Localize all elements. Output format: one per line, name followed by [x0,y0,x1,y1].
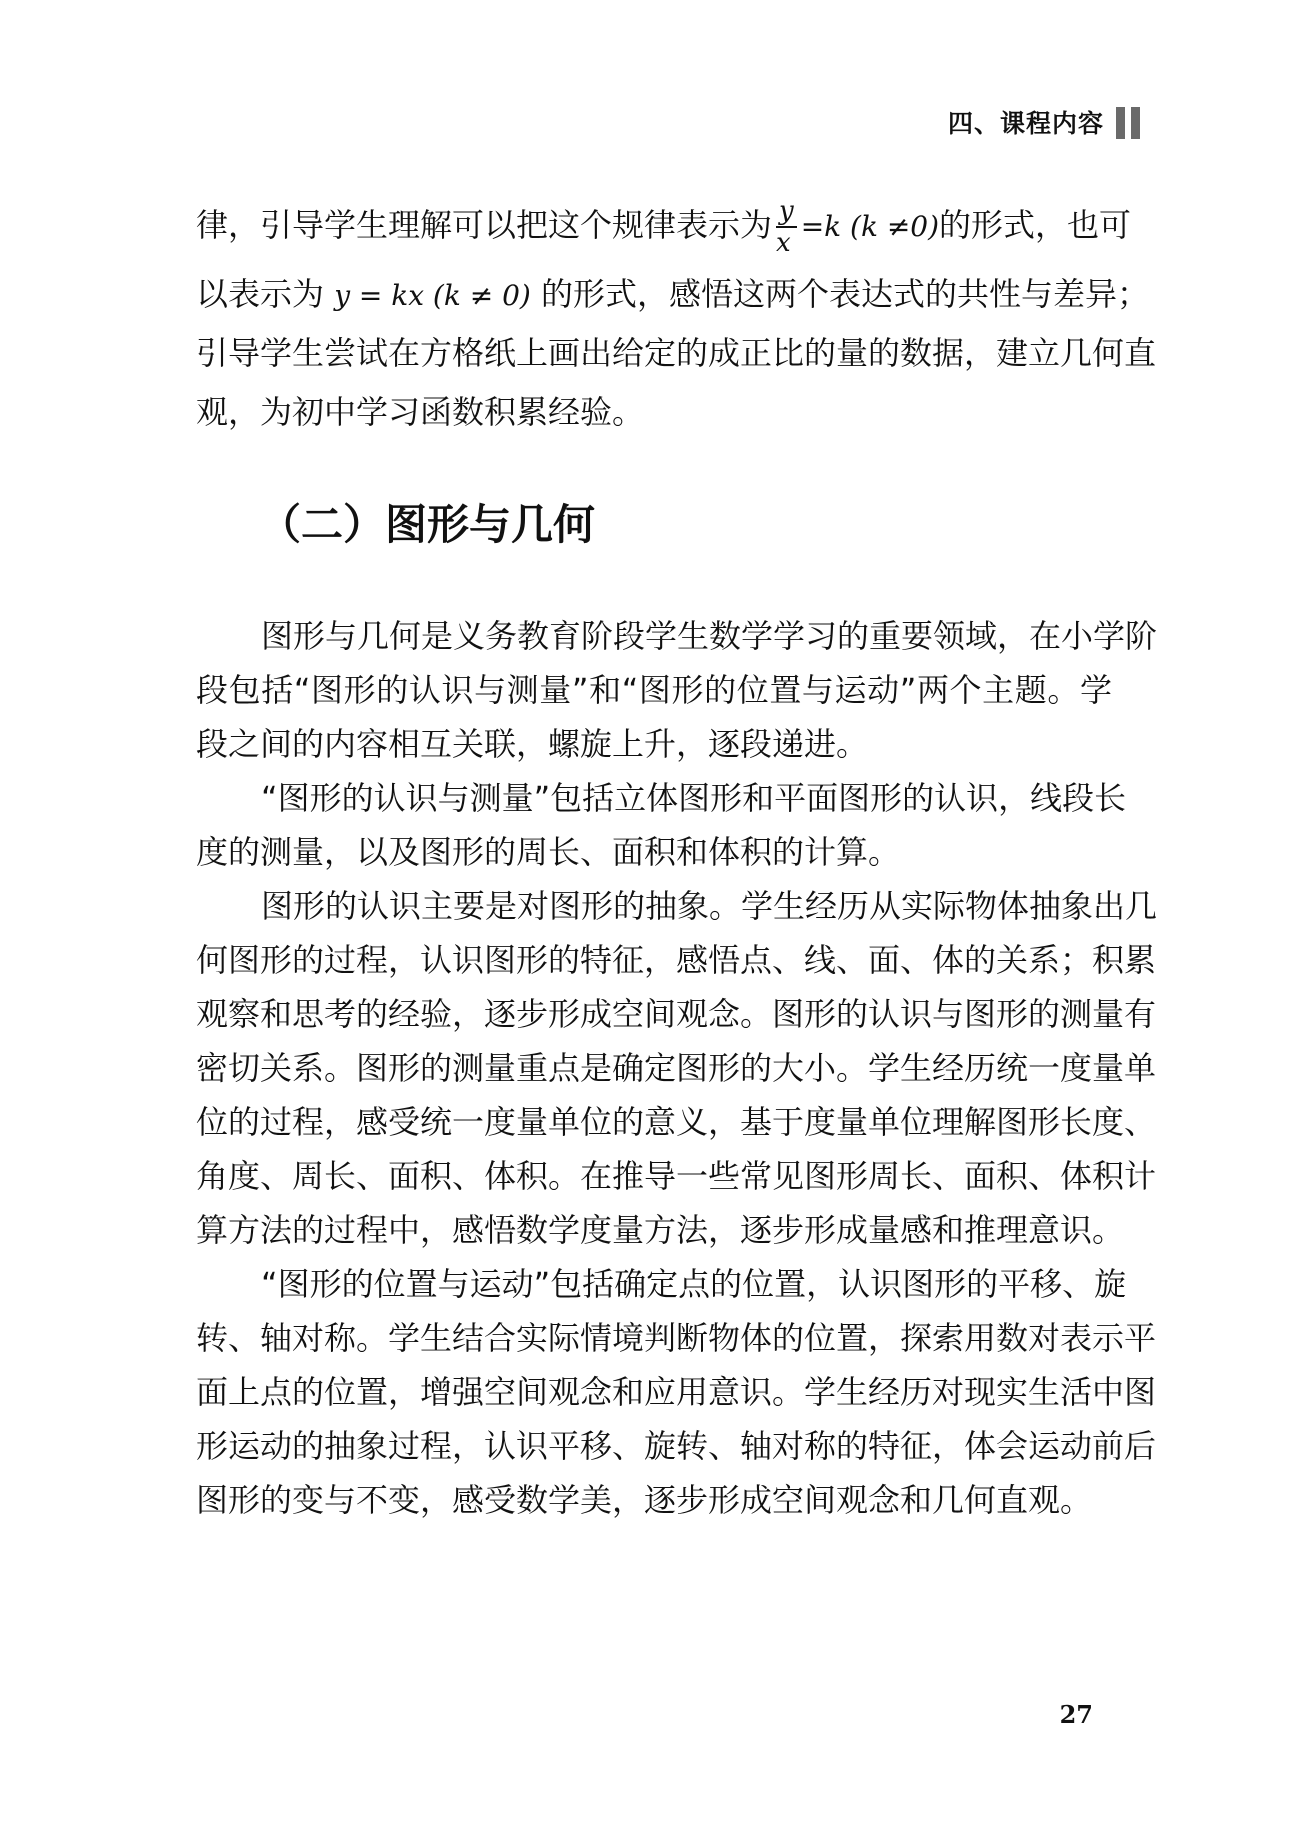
text-line: 图形的认识主要是对图形的抽象。学生经历从实际物体抽象出几 [261,887,1158,925]
text-line: 引导学生尝试在方格纸上画出给定的成正比的量的数据，建立几何直 [196,334,1157,372]
section-body [196,609,1158,1527]
text-line: 图形与几何是义务教育阶段学生数学学习的重要领域，在小学阶 [261,617,1158,655]
text-line: 段之间的内容相互关联，螺旋上升，逐段递进。 [196,725,869,763]
text-line: 度的测量，以及图形的周长、面积和体积的计算。 [196,833,901,871]
text-line: “图形的认识与测量”包括立体图形和平面图形的认识，线段长 [261,779,1127,817]
text-line: 观，为初中学习函数积累经验。 [196,393,645,431]
text-line: 以表示为 y = kx (k ≠ 0) 的形式，感悟这两个表达式的共性与差异； [196,275,1150,313]
header-bar-decoration [1131,107,1140,139]
running-header: 四、课程内容 [947,109,1104,138]
text-line: 段包括“图形的认识与测量”和“图形的位置与运动”两个主题。学 [196,671,1112,709]
text-line: 位的过程，感受统一度量单位的意义，基于度量单位理解图形长度、 [196,1103,1157,1141]
text-line: 角度、周长、面积、体积。在推导一些常见图形周长、面积、体积计 [196,1157,1157,1195]
text-line: “图形的位置与运动”包括确定点的位置，认识图形的平移、旋 [261,1265,1127,1303]
text-line: 形运动的抽象过程，认识平移、旋转、轴对称的特征，体会运动前后 [196,1427,1157,1465]
page-number: 27 [1059,1700,1093,1729]
text-line: 算方法的过程中，感悟数学度量方法，逐步形成量感和推理意识。 [196,1211,1125,1249]
text-line: 转、轴对称。学生结合实际情境判断物体的位置，探索用数对表示平 [196,1319,1157,1357]
text-line: 何图形的过程，认识图形的特征，感悟点、线、面、体的关系；积累 [196,941,1157,979]
page-content [196,195,1158,1527]
fraction: $\frac{y}{x}$ [776,198,797,256]
text-line: 面上点的位置，增强空间观念和应用意识。学生经历对现实生活中图 [196,1373,1157,1411]
text-line: 密切关系。图形的测量重点是确定图形的大小。学生经历统一度量单 [196,1049,1157,1087]
text-line: 观察和思考的经验，逐步形成空间观念。图形的认识与图形的测量有 [196,995,1157,1033]
text-line: 律，引导学生理解可以把这个规律表示为 $\frac{y}{x}$ =k (k ≠0)的形式，也可 [196,196,1132,258]
header-bar-decoration [1116,107,1125,139]
text-line: 图形的变与不变，感受数学美，逐步形成空间观念和几何直观。 [196,1481,1093,1519]
section-title: （二）图形与几何 [259,500,596,549]
